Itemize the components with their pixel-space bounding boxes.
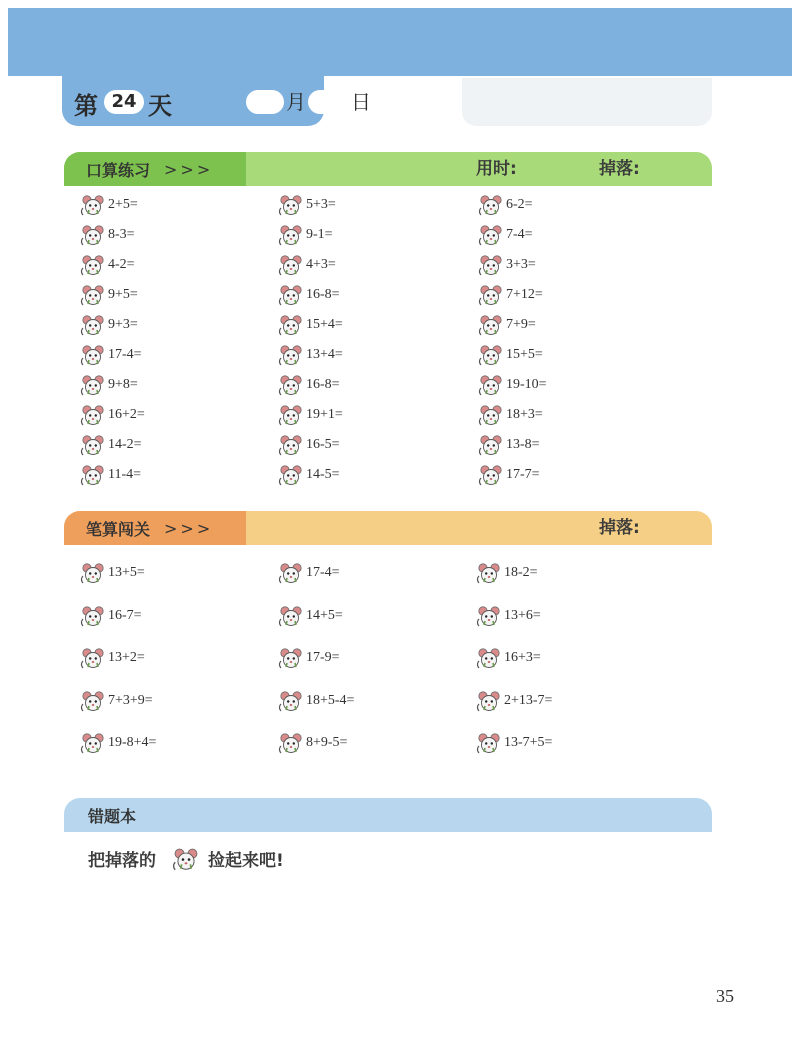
problem-text: 16-8= [306, 287, 340, 302]
mouse-icon [80, 647, 106, 669]
mouse-icon [278, 464, 304, 486]
oral-problem [278, 314, 343, 336]
oral-problem [80, 434, 142, 456]
oral-problem [478, 314, 536, 336]
day-suffix: 天 [148, 92, 172, 120]
day-number-badge: 24 [104, 90, 144, 114]
oral-problem [278, 254, 336, 276]
mouse-icon [278, 732, 304, 754]
written-problem [476, 732, 552, 754]
mouse-icon [476, 605, 502, 627]
problem-text: 18-2= [504, 565, 538, 580]
oral-problem [478, 254, 536, 276]
oral-section-tag [64, 152, 246, 186]
problem-text: 16-7= [108, 607, 142, 623]
mouse-icon [476, 647, 502, 669]
written-problem [278, 605, 343, 627]
written-problem [278, 732, 347, 754]
problem-text: 7+9= [506, 317, 536, 332]
mouse-icon [478, 194, 504, 216]
written-problem [476, 562, 538, 584]
oral-problem [278, 434, 340, 456]
mouse-icon [80, 690, 106, 712]
problem-text: 14-2= [108, 437, 142, 452]
oral-problem [80, 194, 138, 216]
oral-problem [478, 434, 540, 456]
written-problem [80, 690, 153, 712]
problem-text: 13-8= [506, 437, 540, 452]
oral-problem [478, 224, 533, 246]
problem-text: 17-7= [506, 467, 540, 482]
problem-text: 9-1= [306, 227, 333, 242]
mouse-icon [80, 732, 106, 754]
problem-text: 16+3= [504, 650, 541, 665]
problem-text: 13+5= [108, 565, 145, 580]
pickup-text-before: 把掉落的 [88, 851, 156, 871]
oral-problem [278, 374, 340, 396]
mouse-icon [476, 690, 502, 712]
mouse-icon [278, 434, 304, 456]
oral-problem [80, 404, 145, 426]
written-section-arrows: >>> [164, 518, 214, 538]
oral-drop-label: 掉落: [599, 159, 640, 179]
mouse-icon [80, 562, 106, 584]
written-problem [278, 690, 354, 712]
problem-text: 4+3= [306, 257, 336, 272]
mouse-icon [80, 314, 106, 336]
month-label: 月 [286, 90, 306, 114]
oral-problem [478, 284, 543, 306]
oral-problem [478, 344, 543, 366]
time-label: 用时: [476, 159, 517, 179]
mouse-icon [80, 434, 106, 456]
mouse-icon [278, 224, 304, 246]
mouse-icon [80, 224, 106, 246]
oral-problem [80, 284, 138, 306]
problem-text: 14-5= [306, 467, 340, 482]
mouse-icon [278, 344, 304, 366]
oral-problem [80, 254, 135, 276]
problem-text: 18+5-4= [306, 692, 355, 708]
written-problem [476, 690, 552, 712]
oral-problem [278, 284, 340, 306]
oral-problem [478, 374, 547, 396]
mouse-icon [80, 344, 106, 366]
problem-text: 2+13-7= [504, 692, 553, 708]
mouse-icon [278, 647, 304, 669]
oral-problem [80, 344, 142, 366]
mouse-icon [278, 314, 304, 336]
oral-problem [278, 224, 333, 246]
mouse-icon [478, 374, 504, 396]
problem-text: 13+6= [504, 607, 541, 623]
problem-text: 17-9= [306, 650, 340, 665]
problem-text: 9+8= [108, 377, 138, 392]
problem-text: 19-8+4= [108, 735, 157, 750]
written-problem [476, 605, 541, 627]
problem-text: 15+4= [306, 317, 343, 332]
mouse-icon [80, 464, 106, 486]
mouse-icon [80, 374, 106, 396]
written-section-tag [64, 511, 246, 545]
oral-section-bar [64, 152, 712, 186]
mouse-icon [80, 284, 106, 306]
problem-text: 5+3= [306, 197, 336, 212]
mouse-icon [80, 605, 106, 627]
day-field[interactable] [308, 90, 346, 114]
problem-text: 19-10= [506, 377, 547, 392]
problem-text: 14+5= [306, 607, 343, 623]
written-problem [278, 562, 340, 584]
problem-text: 7+3+9= [108, 692, 153, 708]
written-problem [80, 647, 145, 669]
mouse-icon [278, 284, 304, 306]
problem-text: 8-3= [108, 227, 135, 242]
problem-text: 6-2= [506, 197, 533, 212]
problem-text: 18+3= [506, 407, 543, 422]
top-banner [8, 8, 792, 76]
written-section-bar [64, 511, 712, 545]
problem-text: 9+5= [108, 287, 138, 302]
oral-section-arrows: >>> [164, 159, 214, 179]
written-section-title: 笔算闯关 [86, 519, 151, 539]
problem-text: 7-4= [506, 227, 533, 242]
error-book-title: 错题本 [88, 806, 137, 826]
mouse-icon [476, 732, 502, 754]
problem-text: 15+5= [506, 347, 543, 362]
mouse-icon [478, 314, 504, 336]
ghost-header-shadow [462, 78, 712, 126]
problem-text: 2+5= [108, 197, 138, 212]
oral-problem [278, 404, 343, 426]
mouse-icon [80, 194, 106, 216]
problem-text: 13+2= [108, 650, 145, 665]
month-field[interactable] [246, 90, 284, 114]
day-label: 日 [351, 90, 371, 114]
oral-section-title: 口算练习 [86, 160, 151, 180]
written-problem [80, 732, 156, 754]
oral-problem [278, 344, 343, 366]
problem-text: 19+1= [306, 407, 343, 422]
mouse-icon [278, 690, 304, 712]
mouse-icon [278, 404, 304, 426]
written-problem [476, 647, 541, 669]
oral-problem [478, 464, 540, 486]
mouse-icon [478, 344, 504, 366]
problem-text: 16+2= [108, 407, 145, 422]
mouse-icon [278, 605, 304, 627]
page-number: 35 [716, 986, 734, 1006]
problem-text: 13-7+5= [504, 735, 553, 750]
written-problem [80, 562, 145, 584]
mouse-icon [278, 254, 304, 276]
mouse-icon [172, 847, 200, 871]
oral-problem [278, 194, 336, 216]
day-header [62, 76, 371, 126]
problem-text: 16-8= [306, 377, 340, 392]
oral-problem [80, 464, 141, 486]
error-book-bar [64, 798, 712, 832]
error-book-tag [64, 798, 246, 832]
problem-text: 11-4= [108, 467, 142, 482]
problem-text: 8+9-5= [306, 735, 348, 750]
pickup-text-after: 捡起来吧! [208, 851, 284, 871]
problem-text: 13+4= [306, 347, 343, 362]
mouse-icon [278, 194, 304, 216]
oral-problem [478, 404, 543, 426]
oral-problem [80, 224, 135, 246]
written-problem [278, 647, 340, 669]
problem-text: 17-4= [306, 565, 340, 580]
problem-text: 17-4= [108, 347, 142, 362]
oral-problem [80, 374, 138, 396]
mouse-icon [80, 404, 106, 426]
written-drop-label: 掉落: [599, 518, 640, 538]
day-prefix: 第 [74, 92, 98, 120]
problem-text: 9+3= [108, 317, 138, 332]
oral-problem [278, 464, 340, 486]
problem-text: 3+3= [506, 257, 536, 272]
mouse-icon [478, 254, 504, 276]
mouse-icon [476, 562, 502, 584]
oral-problem [80, 314, 138, 336]
mouse-icon [80, 254, 106, 276]
mouse-icon [478, 284, 504, 306]
oral-problem [478, 194, 533, 216]
problem-text: 16-5= [306, 437, 340, 452]
mouse-icon [478, 404, 504, 426]
written-problem [80, 605, 142, 627]
mouse-icon [478, 224, 504, 246]
mouse-icon [478, 464, 504, 486]
problem-text: 4-2= [108, 257, 135, 272]
mouse-icon [278, 562, 304, 584]
problem-text: 7+12= [506, 287, 543, 302]
mouse-icon [278, 374, 304, 396]
mouse-icon [478, 434, 504, 456]
pickup-prompt [88, 846, 284, 871]
